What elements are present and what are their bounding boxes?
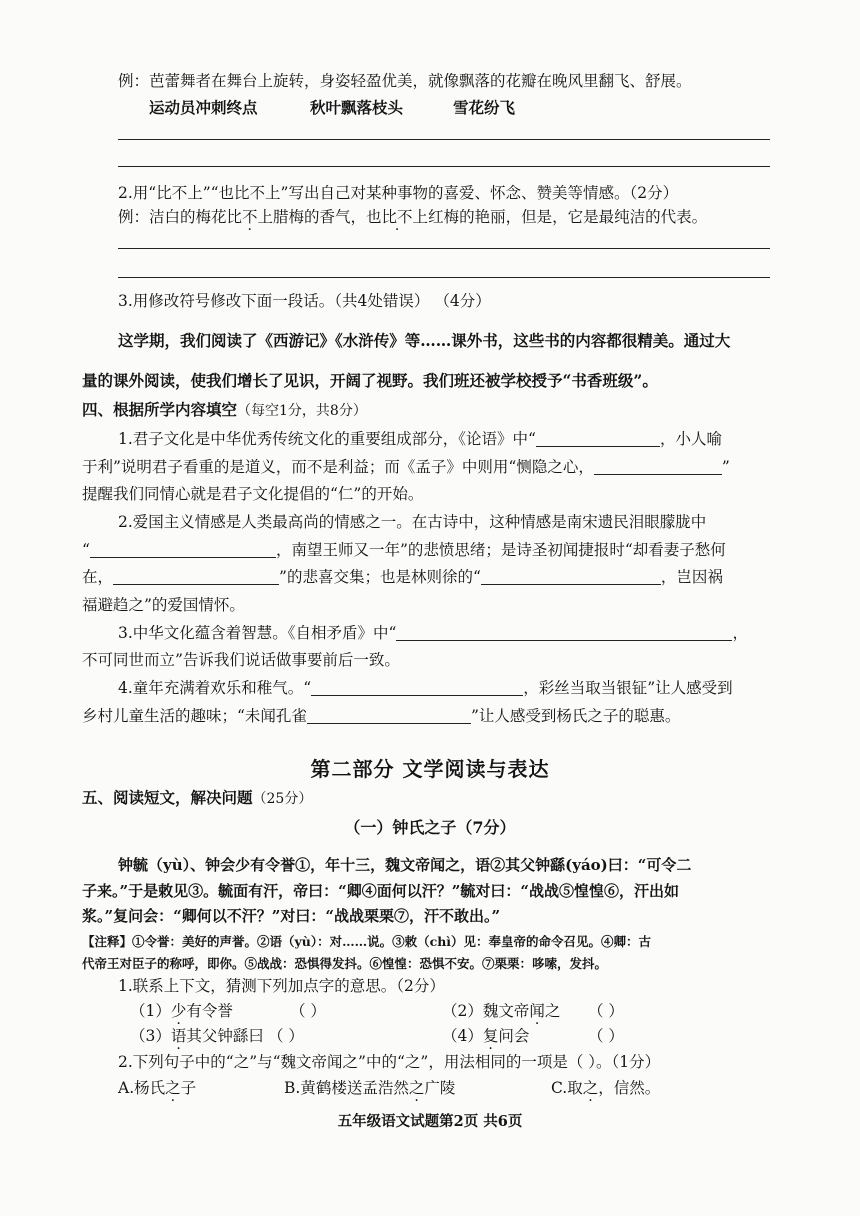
text: ，小人喻	[659, 430, 722, 448]
item-number: （1）	[130, 1002, 171, 1020]
text: 乡村儿童生活的趣味；“未闻孔雀	[82, 707, 307, 725]
text: 1.君子文化是中华优秀传统文化的重要组成部分，《论语》中“	[118, 430, 536, 448]
question-3-title: 3.用修改符号修改下面一段话。（共4处错误） （4分）	[118, 292, 491, 310]
text: ”让人感受到杨氏之子的聪惠。	[470, 707, 681, 725]
fill-blank[interactable]	[90, 541, 276, 558]
section-score: （每空1分，共8分）	[237, 403, 367, 419]
fill-blank[interactable]	[536, 430, 660, 447]
question-2-example	[118, 206, 707, 228]
word-item-4	[442, 1025, 529, 1047]
answer-paren[interactable]: （ ）	[268, 1027, 304, 1045]
page-footer: 五年级语文试题第2页 共6页	[337, 1113, 523, 1130]
passage-title: （一）钟氏之子（7分）	[344, 818, 516, 837]
dotted-char: 少	[170, 1002, 187, 1020]
fill-1-line-2	[82, 456, 730, 478]
item-text: 问会	[498, 1027, 530, 1045]
prompt-2: 秋叶飘落枝头	[310, 98, 404, 117]
fill-3-line-2: 不可同世而立”告诉我们说话做事要前后一致。	[82, 651, 400, 669]
fill-2-line-2	[82, 539, 726, 561]
fill-1-line-3: 提醒我们同情心就是君子文化提倡的“仁”的开始。	[82, 485, 424, 503]
section-score: （25分）	[252, 791, 313, 807]
example-part: 例：洁白的梅花	[118, 208, 227, 226]
text: “	[82, 541, 90, 559]
option-text: C.取	[551, 1079, 583, 1097]
text: ，岂因祸	[660, 568, 723, 586]
option-text: ，信然。	[598, 1079, 661, 1097]
fill-blank[interactable]	[307, 707, 471, 724]
section-4-heading	[82, 399, 367, 422]
answer-line[interactable]	[118, 166, 770, 167]
text: ，	[732, 624, 748, 642]
fill-2-line-1: 2.爱国主义情感是人类最高尚的情感之一。在古诗中，这种情感是南宋遗民泪眼朦胧中	[118, 513, 707, 531]
question-3-text: 这学期，我们阅读了《西游记》《水浒传》等……课外书，这些书的内容都很精美。通过大	[118, 331, 731, 350]
fill-blank[interactable]	[481, 568, 661, 585]
option-text: B.黄鹤楼送孟浩然	[284, 1079, 409, 1097]
dotted-char: 语	[170, 1027, 187, 1045]
dotted-char: 复	[482, 1027, 499, 1045]
dotted-char: 之	[408, 1079, 425, 1097]
fill-2-line-4: 福避趋之”的爱国情怀。	[82, 596, 245, 614]
example-part: 红梅的艳丽，但是，它是最纯洁的代表。	[428, 208, 708, 226]
question-2-title: 2.用“比不上”“也比不上”写出自己对某种事物的喜爱、怀念、赞美等情感。（2分）	[118, 184, 679, 202]
prompt-1: 运动员冲刺终点	[149, 98, 258, 117]
annotation-line: 代帝王对臣子的称呼，即你。⑤战战：恐惧得发抖。⑥惶惶：恐惧不安。⑦栗栗：哆嗦，发抖。	[82, 956, 608, 971]
word-item-3	[130, 1025, 264, 1047]
item-text: 有令誉	[186, 1002, 233, 1020]
question-5-2-title: 2.下列句子中的“之”与“魏文帝闻之”中的“之”，用法相同的一项是（ ）。（1分）	[118, 1053, 661, 1071]
annotation-line: 【注释】①令誉：美好的声誉。②语（yù）：对……说。③敕（chì）见：奉皇帝的命令召见。④卿：古	[82, 934, 652, 949]
item-text: 魏文帝	[482, 1002, 530, 1020]
passage-line: 浆。”复问会：“卿何以不汗？”对曰：“战战栗栗⑦，汗不敢出。”	[82, 907, 501, 925]
prompt-3: 雪花纷飞	[453, 98, 516, 117]
word-item-1	[130, 1000, 233, 1022]
fill-4-line-1	[118, 677, 733, 699]
part-2-title: 第二部分 文学阅读与表达	[310, 757, 550, 781]
dotted-char: 闻	[529, 1002, 545, 1020]
fill-1-line-1	[118, 428, 722, 450]
item-text: 其父钟繇曰	[186, 1027, 264, 1045]
option-b[interactable]	[284, 1077, 455, 1099]
item-number: （4）	[442, 1027, 483, 1045]
answer-line[interactable]	[118, 139, 770, 140]
text: 3.中华文化蕴含着智慧。《自相矛盾》中“	[118, 624, 397, 642]
option-text: A.杨氏	[118, 1079, 166, 1097]
fill-blank[interactable]	[594, 458, 722, 475]
answer-line[interactable]	[118, 248, 770, 249]
option-text: 广陵	[424, 1079, 456, 1097]
example-part: 腊梅的香气，	[273, 208, 367, 226]
option-text: 子	[180, 1079, 197, 1097]
text: ，彩丝当取当银钲”让人感受到	[523, 679, 733, 697]
text: 于利”说明君子看重的是道义，而不是利益；而《孟子》中则用“恻隐之心，	[82, 458, 594, 476]
text: 4.童年充满着欢乐和稚气。“	[118, 679, 312, 697]
dotted-char: 之	[582, 1079, 599, 1097]
fill-blank[interactable]	[396, 624, 732, 641]
passage-line: 钟毓（yù）、钟会少有令誉①，年十三，魏文帝闻之，语②其父钟繇(yáo)曰：“可令二	[118, 856, 692, 874]
passage-line: 子来。”于是敕见③。毓面有汗，帝曰：“卿④面何以汗？”毓对曰：“战战⑤惶惶⑥，汗出如	[82, 882, 680, 900]
item-number: （2）	[442, 1002, 483, 1020]
question-5-1-title: 1.联系上下文，猜测下列加点字的意思。（2分）	[118, 977, 445, 995]
option-a[interactable]	[118, 1077, 196, 1099]
dotted-phrase: 比不上	[226, 208, 274, 226]
answer-paren[interactable]: （ ）	[588, 1002, 624, 1020]
section-5-heading	[82, 787, 312, 810]
text: ，南望王师又一年”的悲愤思绪；是诗圣初闻捷报时“却看妻子愁何	[275, 541, 726, 559]
item-text: 之	[544, 1002, 561, 1020]
text: 在，	[82, 568, 114, 586]
dotted-char: 之	[165, 1079, 181, 1097]
section-title: 四、根据所学内容填空	[82, 400, 238, 419]
answer-paren[interactable]: （ ）	[588, 1027, 624, 1045]
item-number: （3）	[130, 1027, 171, 1045]
fill-2-line-3	[82, 566, 723, 588]
fill-blank[interactable]	[113, 568, 279, 585]
fill-4-line-2	[82, 705, 680, 727]
option-c[interactable]	[551, 1077, 660, 1099]
question-3-text: 量的课外阅读，使我们增长了见识，开阔了视野。我们班还被学校授予“书香班级”。	[82, 371, 658, 390]
dotted-phrase: 也比不上	[366, 208, 429, 226]
text: ”的悲喜交集；也是林则徐的“	[279, 568, 481, 586]
example-sentence: 例：芭蕾舞者在舞台上旋转，身姿轻盈优美，就像飘落的花瓣在晚风里翻飞、舒展。	[118, 72, 692, 90]
answer-line[interactable]	[118, 277, 770, 278]
answer-paren[interactable]: （ ）	[290, 1002, 326, 1020]
text: ”	[721, 458, 730, 476]
word-item-2	[442, 1000, 560, 1022]
section-title: 五、阅读短文，解决问题	[82, 788, 253, 807]
fill-3-line-1	[118, 622, 748, 644]
fill-blank[interactable]	[311, 679, 523, 696]
